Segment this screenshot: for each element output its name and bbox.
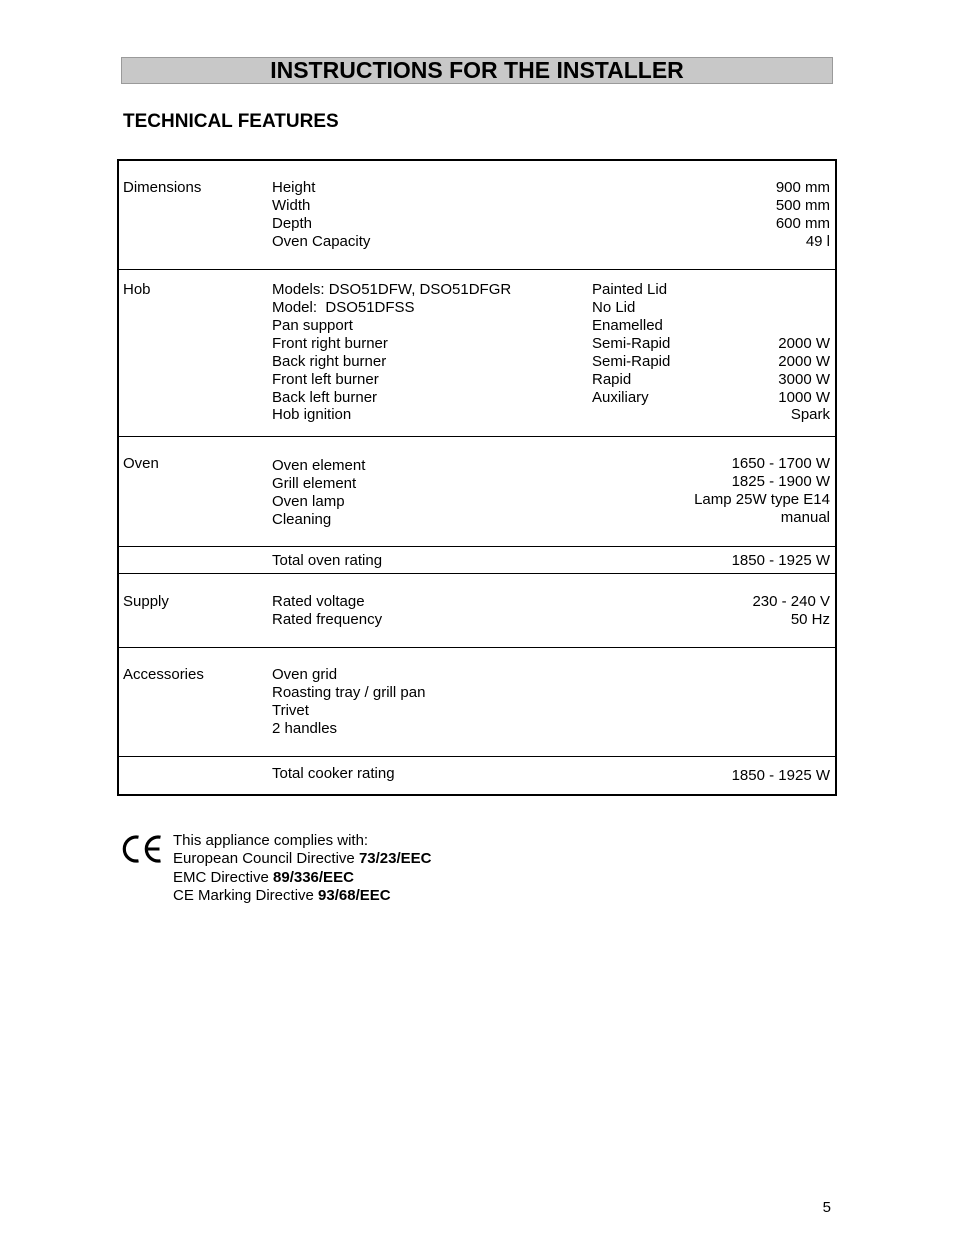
row-divider [117,436,837,437]
oven-item: Oven element [272,457,366,474]
oven-label: Oven [123,455,159,472]
hob-label: Hob [123,281,151,298]
hob-value: 2000 W [778,353,830,370]
total-cooker-label: Total cooker rating [272,765,395,782]
hob-value: 1000 W [778,389,830,406]
compliance-text [173,832,431,905]
total-oven-label: Total oven rating [272,552,383,569]
row-divider [117,756,837,757]
hob-type: No Lid [592,299,636,316]
hob-item: Front right burner [272,335,388,352]
directive-code: 93/68/EEC [318,886,391,904]
supply-value: 230 - 240 V [752,593,830,610]
accessories-item: Trivet [272,702,309,719]
oven-value: manual [780,509,830,526]
hob-type: Auxiliary [592,389,649,406]
total-oven-value: 1850 - 1925 W [731,552,830,569]
dimensions-item: Width [272,197,311,214]
directive-code: 73/23/EEC [358,850,432,868]
hob-item: Hob ignition [272,406,352,423]
supply-item: Rated voltage [272,593,365,610]
dimensions-item: Depth [272,215,313,232]
section-title: TECHNICAL FEATURES [123,111,339,132]
supply-value: 50 Hz [790,611,830,628]
directive-name: European Council Directive [173,850,359,868]
accessories-item: Roasting tray / grill pan [272,684,426,701]
oven-item: Oven lamp [272,493,345,510]
hob-type: Painted Lid [592,281,668,298]
page-title: INSTRUCTIONS FOR THE INSTALLER [270,57,684,83]
compliance-line [173,887,431,905]
technical-features-table [117,159,837,796]
dimensions-value: 500 mm [775,197,830,214]
row-divider [117,647,837,648]
hob-item: Back left burner [272,389,378,406]
dimensions-value: 49 l [805,233,830,250]
dimensions-label: Dimensions [123,179,202,196]
directive-code: 89/336/EEC [273,868,354,886]
row-divider [117,546,837,547]
accessories-item: Oven grid [272,666,338,683]
title-bar [121,57,833,84]
oven-item: Grill element [272,475,357,492]
compliance-line [173,850,431,868]
hob-item: Models: DSO51DFW, DSO51DFGR [272,281,512,298]
compliance-line [173,869,431,887]
hob-type: Semi-Rapid [592,353,671,370]
oven-value: 1650 - 1700 W [731,455,830,472]
dimensions-item: Oven Capacity [272,233,371,250]
hob-type: Rapid [592,371,632,388]
accessories-label: Accessories [123,666,204,683]
oven-item: Cleaning [272,511,332,528]
page-number: 5 [822,1199,831,1216]
ce-mark-icon [122,833,164,865]
hob-item: Front left burner [272,371,379,388]
dimensions-item: Height [272,179,316,196]
total-cooker-value: 1850 - 1925 W [731,767,830,784]
hob-type: Semi-Rapid [592,335,671,352]
dimensions-value: 600 mm [775,215,830,232]
hob-value: Spark [790,406,830,423]
supply-item: Rated frequency [272,611,383,628]
hob-value: 3000 W [778,371,830,388]
hob-item: Back right burner [272,353,387,370]
supply-label: Supply [123,593,169,610]
hob-item: Pan support [272,317,353,334]
accessories-item: 2 handles [272,720,338,737]
oven-value: 1825 - 1900 W [731,473,830,490]
compliance-intro: This appliance complies with: [173,832,369,849]
directive-name: EMC Directive [173,868,274,886]
row-divider [117,269,837,270]
oven-value: Lamp 25W type E14 [694,491,830,508]
hob-type: Enamelled [592,317,663,334]
row-divider [117,573,837,574]
hob-value: 2000 W [778,335,830,352]
directive-name: CE Marking Directive [173,886,319,904]
dimensions-value: 900 mm [775,179,830,196]
hob-item: Model: DSO51DFSS [272,299,415,316]
